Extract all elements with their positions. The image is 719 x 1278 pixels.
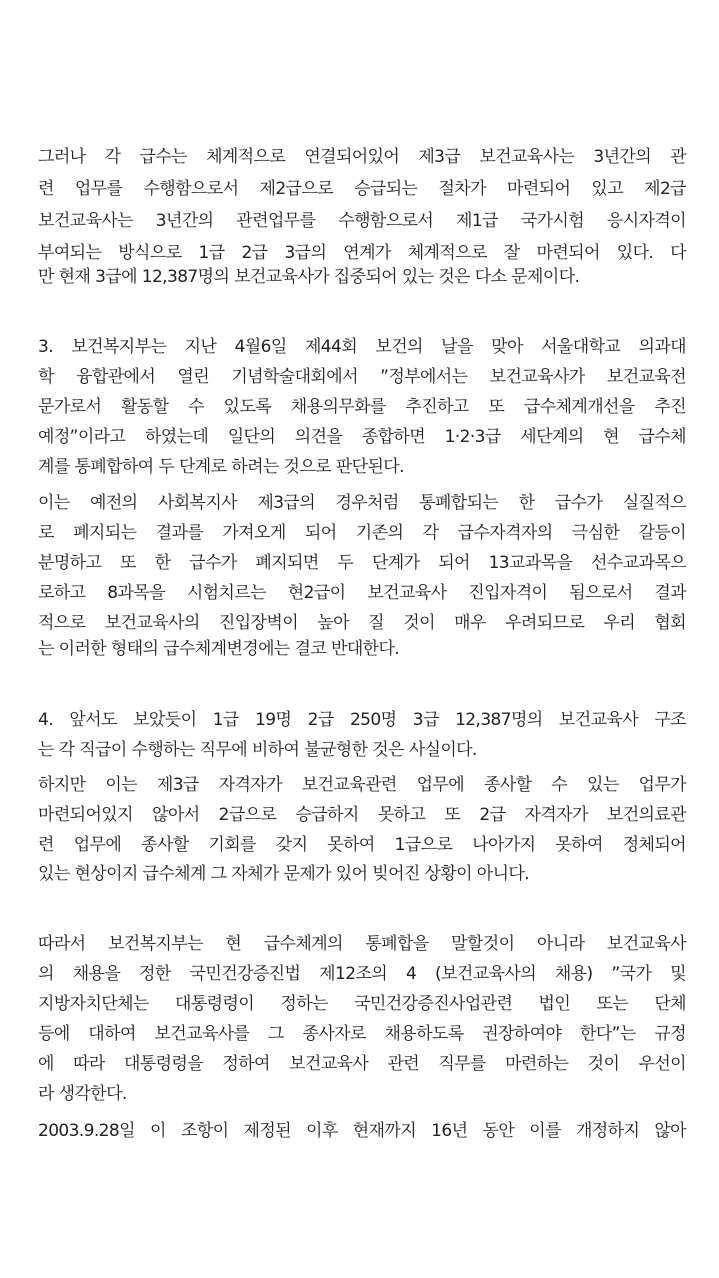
- text-line: 있는 현상이지 급수체계 그 자체가 문제가 있어 빚어진 상황이 아니다.: [38, 864, 530, 884]
- text-line: 는 각 직급이 수행하는 직무에 비하여 불균형한 것은 사실이다.: [38, 740, 477, 760]
- text-line: 3. 보건복지부는 지난 4월6일 제44회 보건의 날을 맞아 서울대학교 의과대: [38, 337, 686, 357]
- text-line: 는 이러한 형태의 급수체계변경에는 결코 반대한다.: [38, 639, 400, 659]
- text-line: 분명하고 또 한 급수가 폐지되면 두 단계가 되어 13교과목을 선수교과목으: [38, 553, 686, 573]
- text-line: 라 생각한다.: [38, 1084, 127, 1104]
- text-line: 마련되어있지 않아서 2급으로 승급하지 못하고 또 2급 자격자가 보건의료관: [38, 805, 686, 825]
- text-line: 보건교육사는 3년간의 관련업무를 수행함으로서 제1급 국가시험 응시자격이: [38, 211, 686, 231]
- text-line: 부여되는 방식으로 1급 2급 3급의 연계가 체계적으로 잘 마련되어 있다. 다: [38, 243, 686, 263]
- text-line: 2003.9.28일 이 조항이 제정된 이후 현재까지 16년 동안 이를 개정하지 않아: [38, 1121, 686, 1141]
- text-line: 적으로 보건교육사의 진입장벽이 높아 질 것이 매우 우려되므로 우리 협회: [38, 613, 686, 633]
- text-line: 예정”이라고 하였는데 일단의 의견을 종합하면 1·2·3급 세단계의 현 급수체: [38, 427, 686, 447]
- text-line: 문가로서 활동할 수 있도록 채용의무화를 추진하고 또 급수체계개선을 추진: [38, 397, 686, 417]
- text-line: 계를 통폐합하여 두 단계로 하려는 것으로 판단된다.: [38, 457, 404, 477]
- text-line: 하지만 이는 제3급 자격자가 보건교육관련 업무에 종사할 수 있는 업무가: [38, 775, 686, 795]
- text-line: 로 폐지되는 결과를 가져오게 되어 기존의 각 급수자격자의 극심한 갈등이: [38, 523, 686, 543]
- text-line: 학 융합관에서 열린 기념학술대회에서 ”정부에서는 보건교육사가 보건교육전: [38, 367, 686, 387]
- text-line: 만 현재 3급에 12,387명의 보건교육사가 집중되어 있는 것은 다소 문제이다.: [38, 267, 580, 287]
- text-line: 에 따라 대통령령을 정하여 보건교육사 관련 직무를 마련하는 것이 우선이: [38, 1054, 686, 1074]
- text-line: 4. 앞서도 보았듯이 1급 19명 2급 250명 3급 12,387명의 보건교육사 구조: [38, 710, 686, 730]
- text-line: 련 업무에 종사할 기회를 갖지 못하여 1급으로 나아가지 못하여 정체되어: [38, 835, 686, 855]
- text-line: 따라서 보건복지부는 현 급수체계의 통폐합을 말할것이 아니라 보건교육사: [38, 934, 686, 954]
- text-line: 련 업무를 수행함으로서 제2급으로 승급되는 절차가 마련되어 있고 제2급: [38, 179, 686, 199]
- text-line: 지방자치단체는 대통령령이 정하는 국민건강증진사업관련 법인 또는 단체: [38, 994, 686, 1014]
- text-line: 등에 대하여 보건교육사를 그 종사자로 채용하도록 권장하여야 한다”는 규정: [38, 1024, 686, 1044]
- text-line: 그러나 각 급수는 체계적으로 연결되어있어 제3급 보건교육사는 3년간의 관: [38, 147, 686, 167]
- text-line: 이는 예전의 사회복지사 제3급의 경우처럼 통폐합되는 한 급수가 실질적으: [38, 493, 686, 513]
- text-line: 로하고 8과목을 시험치르는 현2급이 보건교육사 진입자격이 됨으로서 결과: [38, 583, 686, 603]
- text-line: 의 채용을 정한 국민건강증진법 제12조의 4 (보건교육사의 채용) ”국가 및: [38, 964, 686, 984]
